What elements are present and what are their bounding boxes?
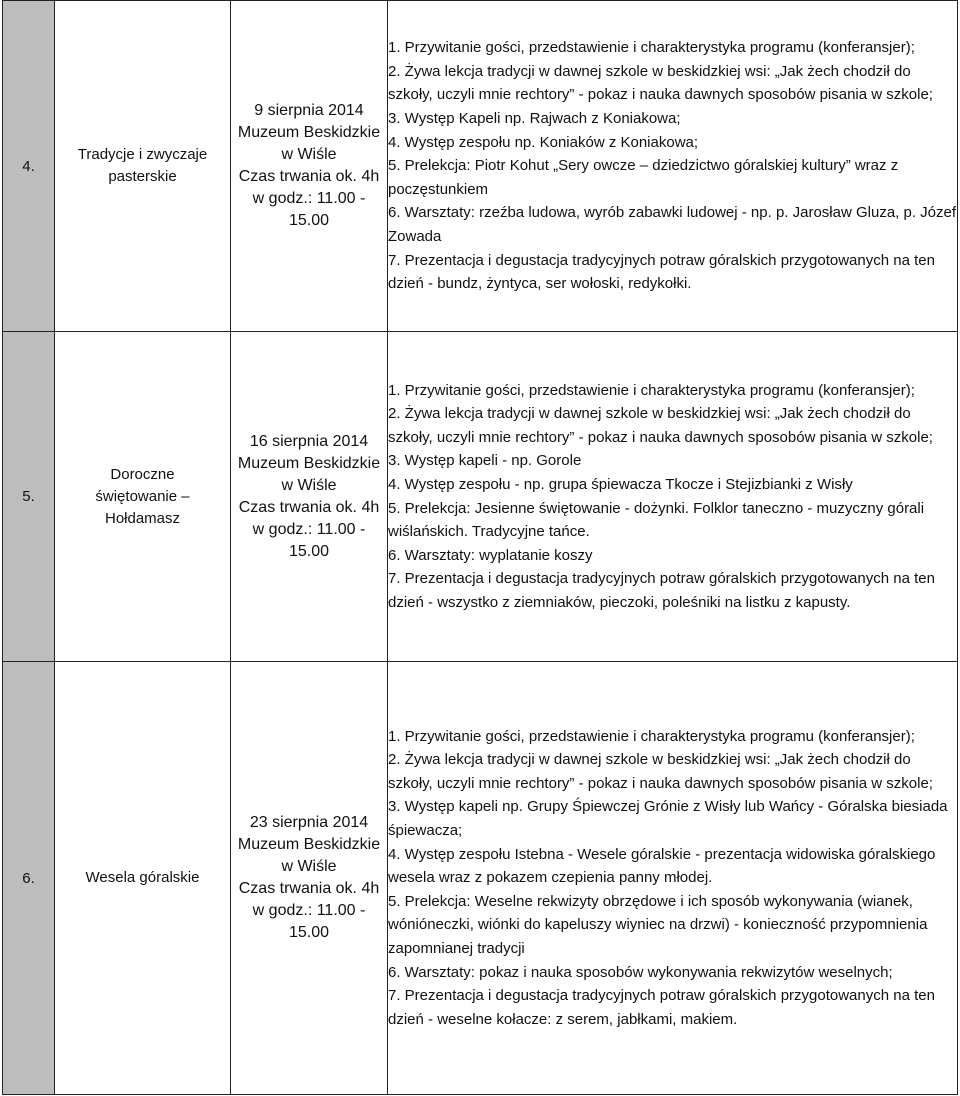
event-detail-line: w godz.: 11.00 - xyxy=(252,902,366,919)
schedule-row xyxy=(3,1,958,332)
program-item: 4. Występ zespołu np. Koniaków z Koniakowa; xyxy=(388,133,699,151)
event-title-line: Wesela góralskie xyxy=(85,869,200,886)
program-item: 3. Występ Kapeli np. Rajwach z Koniakowa; xyxy=(388,110,681,128)
event-title-line: Tradycje i zwyczaje xyxy=(77,146,208,163)
program-item: 6. Warsztaty: rzeźba ludowa, wyrób zabawki ludowej - np. p. Jarosław Gluza, p. Józef Zowada xyxy=(388,204,957,245)
row-number: 4. xyxy=(3,1,55,332)
event-detail-line: w Wiśle xyxy=(281,146,337,163)
program-item: 5. Prelekcja: Jesienne świętowanie - dożynki. Folklor taneczno - muzyczny górali wiślańskich. Tradycyjne tańce. xyxy=(388,499,925,541)
row-number: 6. xyxy=(3,662,55,1095)
event-detail-line: Czas trwania ok. 4h xyxy=(238,880,380,897)
program-item: 1. Przywitanie gości, przedstawienie i charakterystyka programu (konferansjer); xyxy=(388,39,915,57)
schedule-table xyxy=(2,0,958,1095)
event-title-line: pasterskie xyxy=(108,168,177,185)
program-item: 5. Prelekcja: Piotr Kohut „Sery owcze – dziedzictwo góralskiej kultury” wraz z poczęstunkiem xyxy=(388,157,899,198)
event-detail-line: 9 sierpnia 2014 xyxy=(254,102,364,119)
row-number: 5. xyxy=(3,332,55,662)
program-item: 5. Prelekcja: Weselne rekwizyty obrzędowe i ich sposób wykonywania (wianek, wónióneczki, wiónki do kapeluszy wiyniec na drzwi) - konieczność przypomnienia zapomnianej tradycji xyxy=(388,892,928,957)
event-detail-line: Muzeum Beskidzkie xyxy=(237,836,381,853)
event-program xyxy=(388,662,958,1095)
event-detail-line: 15.00 xyxy=(288,212,330,229)
event-details xyxy=(231,1,388,332)
event-detail-line: w godz.: 11.00 - xyxy=(252,520,366,538)
event-detail-line: w godz.: 11.00 - xyxy=(252,190,366,207)
event-title xyxy=(55,1,231,332)
schedule-body xyxy=(3,1,958,1095)
event-detail-line: 15.00 xyxy=(288,542,330,560)
program-item: 6. Warsztaty: pokaz i nauka sposobów wykonywania rekwizytów weselnych; xyxy=(388,963,893,981)
event-title-line: Hołdamasz xyxy=(104,509,181,527)
event-title-line: świętowanie – xyxy=(95,487,190,505)
program-item: 4. Występ zespołu Istebna - Wesele góralskie - prezentacja widowiska góralskiego wesela wraz z pokazem czepienia panny młodej. xyxy=(388,845,936,887)
program-item: 6. Warsztaty: wyplatanie koszy xyxy=(388,546,593,564)
event-detail-line: Czas trwania ok. 4h xyxy=(238,498,380,516)
program-item: 3. Występ kapeli np. Grupy Śpiewczej Grónie z Wisły lub Wańcy - Góralska biesiada śpiewacza; xyxy=(388,798,948,840)
program-item: 2. Żywa lekcja tradycji w dawnej szkole w beskidzkiej wsi: „Jak żech chodził do szkoły, uczyli mnie rechtory” - pokaz i nauka dawnych sposobów pisania w szkole; xyxy=(388,62,933,104)
event-detail-line: w Wiśle xyxy=(281,858,337,875)
event-detail-line: 15.00 xyxy=(288,924,330,941)
program-item: 2. Żywa lekcja tradycji w dawnej szkole w beskidzkiej wsi: „Jak żech chodził do szkoły, uczyli mnie rechtory” - pokaz i nauka dawnych sposobów pisania w szkole; xyxy=(388,751,933,792)
program-item: 3. Występ kapeli - np. Gorole xyxy=(388,452,582,470)
event-detail-line: Muzeum Beskidzkie xyxy=(237,454,381,472)
program-item: 4. Występ zespołu - np. grupa śpiewacza Tkocze i Stejizbianki z Wisły xyxy=(388,475,853,493)
program-item: 1. Przywitanie gości, przedstawienie i charakterystyka programu (konferansjer); xyxy=(388,727,915,745)
event-detail-line: 23 sierpnia 2014 xyxy=(249,814,369,831)
program-item: 2. Żywa lekcja tradycji w dawnej szkole w beskidzkiej wsi: „Jak żech chodził do szkoły, uczyli mnie rechtory” - pokaz i nauka dawnych sposobów pisania w szkole; xyxy=(388,405,933,446)
event-program xyxy=(388,332,958,662)
event-title xyxy=(55,662,231,1095)
event-detail-line: Muzeum Beskidzkie xyxy=(237,124,381,141)
program-item: 7. Prezentacja i degustacja tradycyjnych potraw góralskich przygotowanych na ten dzień - wszystko z ziemniaków, pieczoki, pol​eśniki na listku z kapusty. xyxy=(388,570,935,611)
schedule-row xyxy=(3,662,958,1095)
event-detail-line: 16 sierpnia 2014 xyxy=(249,432,369,450)
program-item: 7. Prezentacja i degustacja tradycyjnych potraw góralskich przygotowanych na ten dzień - weselne kołacze: z serem, jabłkami, makiem. xyxy=(388,987,935,1028)
event-title xyxy=(55,332,231,662)
program-item: 1. Przywitanie gości, przedstawienie i charakterystyka programu (konferansjer); xyxy=(388,381,915,399)
event-detail-line: w Wiśle xyxy=(281,476,337,494)
event-program xyxy=(388,1,958,332)
schedule-row xyxy=(3,332,958,662)
event-title-line: Doroczne xyxy=(110,465,175,483)
event-details xyxy=(231,332,388,662)
event-details xyxy=(231,662,388,1095)
program-item: 7. Prezentacja i degustacja tradycyjnych potraw góralskich przygotowanych na ten dzień - bundz, żyntyca, ser wołoski, redykołki. xyxy=(388,251,935,293)
event-detail-line: Czas trwania ok. 4h xyxy=(238,168,380,185)
